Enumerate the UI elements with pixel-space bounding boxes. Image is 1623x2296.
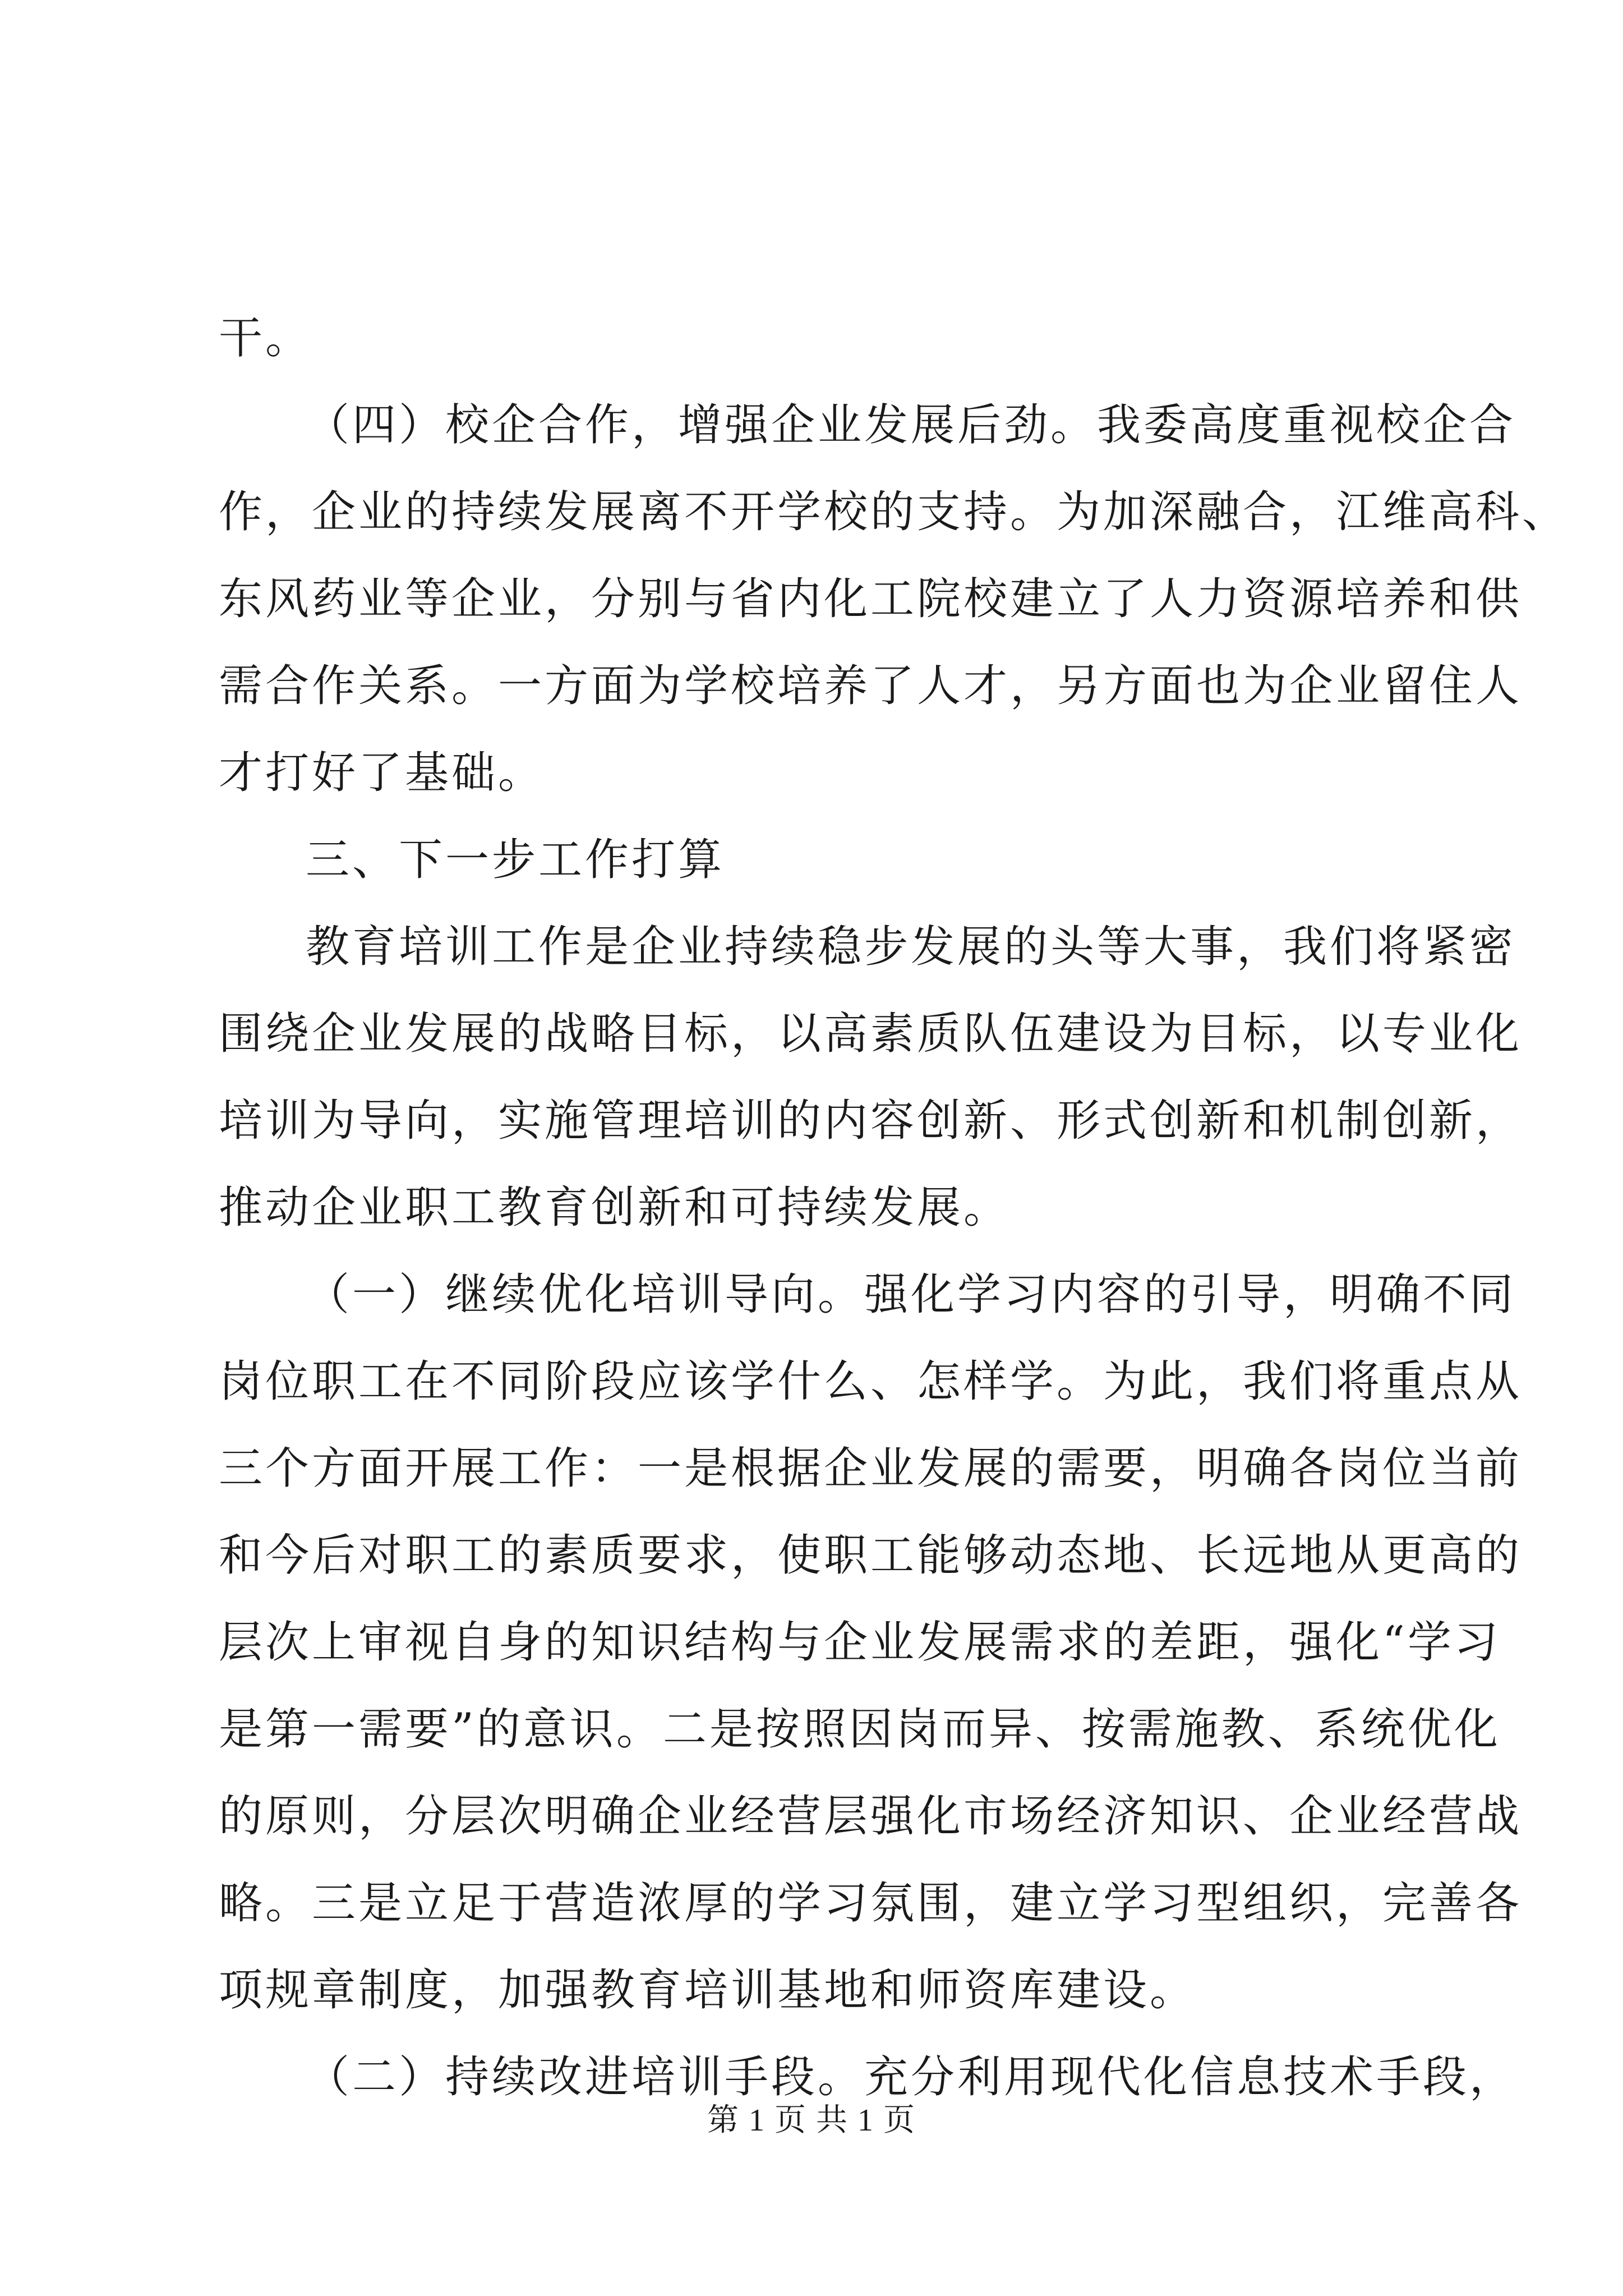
text-line: 作，企业的持续发展离不开学校的支持。为加深融合，江维高科、 — [219, 487, 1569, 537]
text-line: 培训为导向，实施管理培训的内容创新、形式创新和机制创新， — [219, 1096, 1523, 1146]
section-heading: 三、下一步工作打算 — [306, 835, 725, 885]
text-line: 层次上审视自身的知识结构与企业发展需求的差距，强化“学习 — [219, 1617, 1501, 1668]
text-line: 需合作关系。一方面为学校培养了人才，另方面也为企业留住人 — [219, 661, 1523, 711]
text-line: 围绕企业发展的战略目标，以高素质队伍建设为目标，以专业化 — [219, 1009, 1523, 1059]
paragraph-1-heading-line: （一）继续优化培训导向。强化学习内容的引导，明确不同 — [306, 1269, 1516, 1320]
text-line: 三个方面开展工作：一是根据企业发展的需要，明确各岗位当前 — [219, 1443, 1523, 1494]
page-footer: 第 1 页 共 1 页 — [707, 2103, 916, 2138]
text-line: 和今后对职工的素质要求，使职工能够动态地、长远地从更高的 — [219, 1530, 1523, 1581]
text-line: 才打好了基础。 — [219, 748, 545, 798]
text-line: 岗位职工在不同阶段应该学什么、怎样学。为此，我们将重点从 — [219, 1356, 1523, 1407]
text-line: 项规章制度，加强教育培训基地和师资库建设。 — [219, 1965, 1197, 2016]
text-line: 是第一需要”的意识。二是按照因岗而异、按需施教、系统优化 — [219, 1704, 1501, 1755]
paragraph-intro-line: 教育培训工作是企业持续稳步发展的头等大事，我们将紧密 — [306, 922, 1516, 972]
text-line: 推动企业职工教育创新和可持续发展。 — [219, 1182, 1011, 1233]
paragraph-4-heading-line: （四）校企合作，增强企业发展后劲。我委高度重视校企合 — [306, 400, 1516, 450]
paragraph-2-heading-line: （二）持续改进培训手段。充分利用现代化信息技术手段， — [306, 2052, 1516, 2102]
text-line: 东风药业等企业，分别与省内化工院校建立了人力资源培养和供 — [219, 574, 1523, 624]
text-line: 略。三是立足于营造浓厚的学习氛围，建立学习型组织，完善各 — [219, 1878, 1523, 1929]
text-line: 的原则，分层次明确企业经营层强化市场经济知识、企业经营战 — [219, 1791, 1523, 1842]
text-line: 干。 — [219, 313, 312, 364]
